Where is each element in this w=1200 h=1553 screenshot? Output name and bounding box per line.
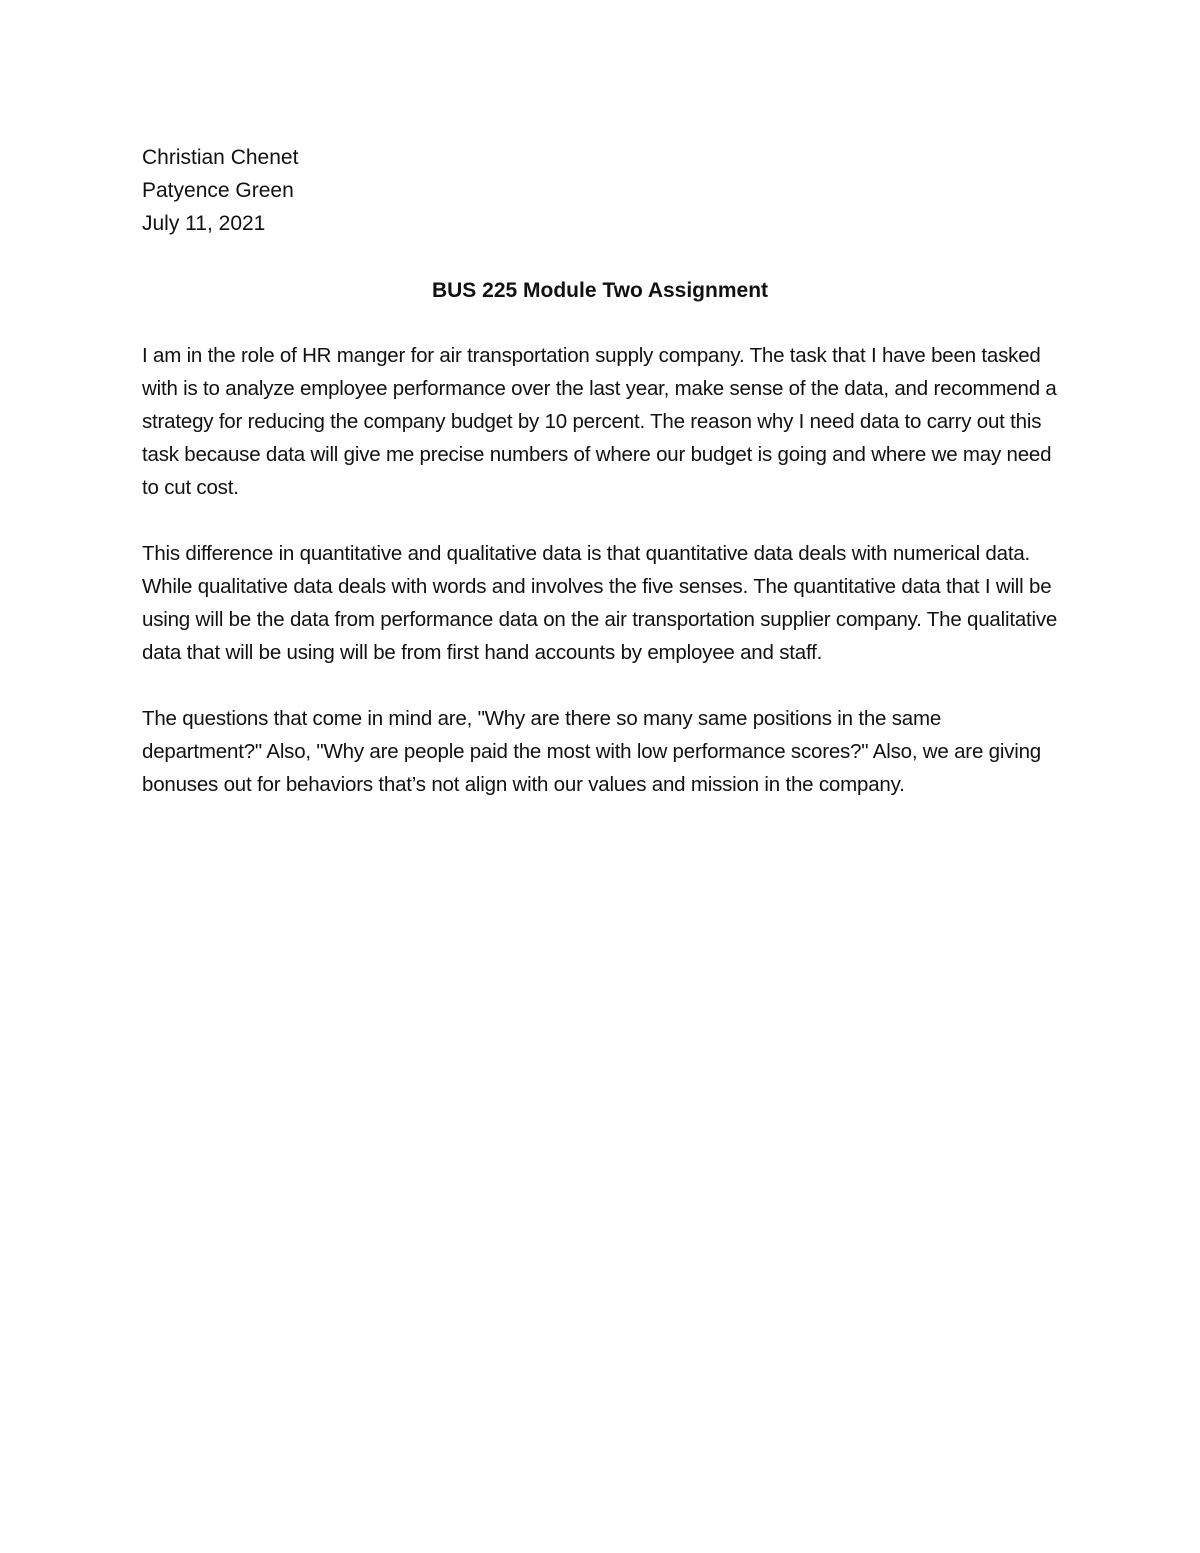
- date-line: July 11, 2021: [142, 212, 266, 235]
- instructor-name: Patyence Green: [142, 179, 294, 202]
- paragraph-data-types: This difference in quantitative and qualitative data is that quantitative data deals with numerical data. While qualitative data deals with words and involves the five senses. The quantitative data that I will be using will be the data from performance data on the air transportation supplier company. The qualitative data that will be using will be from first hand accounts by employee and staff.: [142, 542, 1058, 664]
- author-name: Christian Chenet: [142, 146, 299, 169]
- paragraph-questions: The questions that come in mind are, "Why are there so many same positions in the same department?" Also, "Why are people paid the most with low performance scores?" Also, we are giving bonuses out for behaviors that’s not align with our values and mission in the company.: [142, 707, 1041, 796]
- paragraph-role-task: I am in the role of HR manger for air transportation supply company. The task that I have been tasked with is to analyze employee performance over the last year, make sense of the data, and recommend a strategy for reducing the company budget by 10 percent. The reason why I need data to carry out this task because data will give me precise numbers of where our budget is going and where we may need to cut cost.: [142, 344, 1057, 499]
- header-block: [142, 141, 742, 240]
- body-text: [142, 339, 1060, 834]
- document-title: BUS 225 Module Two Assignment: [431, 279, 769, 302]
